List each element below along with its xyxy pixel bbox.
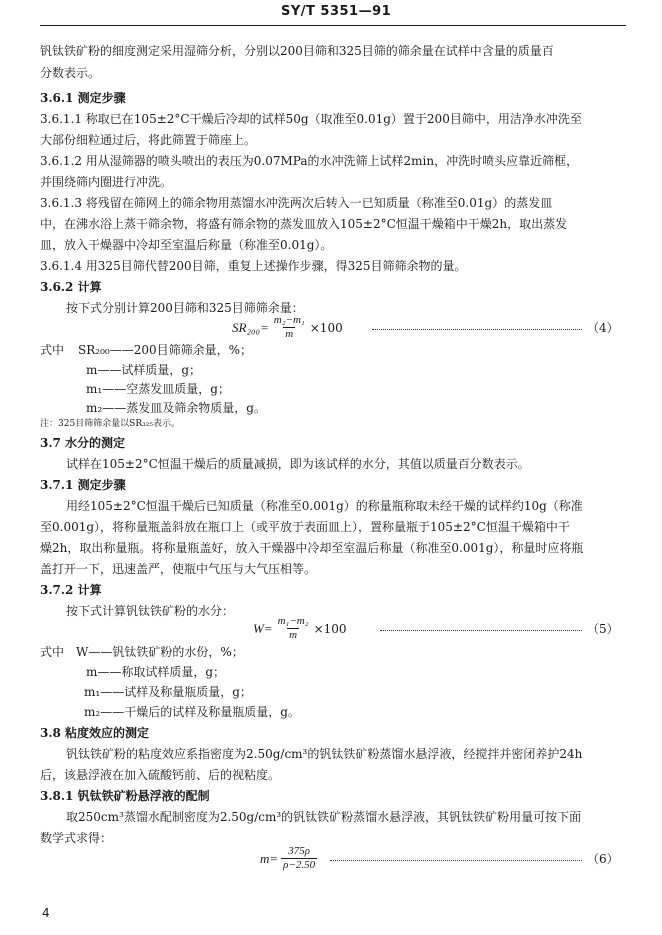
where4-item-3: m₁——空蒸发皿质量，g； [86,382,230,396]
equation-5 [253,615,347,642]
para-3-8-line-1: 钒钛铁矿粉的粘度效应系指密度为2.50g/cm³的钒钛铁矿粉蒸馏水悬浮液，经搅拌并密闭养护24h [66,747,583,761]
para-3-7-1-line-2: 至0.001g），将称量瓶盖斜放在瓶口上（或平放于表面皿上），置称量瓶于105±2°C恒温干燥箱中干 [40,520,570,534]
eq6-denominator: ρ−2.50 [283,859,316,871]
heading-3-7: 3.7 水分的测定 [40,436,126,450]
eq4-leader [372,329,582,330]
eq6-numerator: 375ρ [288,845,311,857]
eq4-fraction [272,314,307,341]
para-3-8-1-line-2: 数学式求得： [40,831,113,845]
para-3-6-1-2-line-1: 3.6.1.2 用从湿筛器的喷头喷出的表压为0.07MPa的水冲洗筛上试样2min，冲洗时喷头应靠近筛框， [40,154,579,168]
eq6-lhs: m= [260,850,279,866]
heading-3-8: 3.8 粘度效应的测定 [40,726,150,740]
para-3-6-1-3-line-1: 3.6.1.3 将残留在筛网上的筛余物用蒸馏水冲洗两次后转入一已知质量（称准至0.01g）的蒸发皿 [40,196,553,210]
eq4-tail: ×100 [309,320,343,335]
heading-3-6-2: 3.6.2 计算 [40,280,102,294]
intro-line-1: 钒钛铁矿粉的细度测定采用湿筛分析，分别以200目筛和325目筛的筛余量在试样中含量的质量百 [40,44,554,58]
equation-6 [260,845,320,872]
where5-label: 式中 [40,645,65,659]
eq5-lhs: W= [253,620,273,636]
where4-item-1: SR₂₀₀——200目筛筛余量，%； [78,343,252,357]
where4-note: 注：325目筛筛余量以SR₃₂₅表示。 [40,419,180,429]
para-3-6-1-3-line-2: 中，在沸水浴上蒸干筛余物，将盛有筛余物的蒸发皿放入105±2°C恒温干燥箱中干燥2h，取出蒸发 [40,217,568,231]
heading-3-6-1: 3.6.1 测定步骤 [40,91,126,105]
equation-4 [232,314,343,341]
eq4-number: （4） [587,321,619,335]
para-3-6-1-2-line-2: 并围绕筛内圈进行冲洗。 [40,175,173,189]
eq5-tail: ×100 [313,621,347,636]
para-3-7-1-line-3: 燥2h，取出称量瓶。将称量瓶盖好，放入干燥器中冷却至室温后称量（称准至0.001g），称量时应将瓶 [40,541,584,555]
eq5-fraction [276,615,311,642]
para-3-6-1-4: 3.6.1.4 用325目筛代替200目筛，重复上述操作步骤，得325目筛筛余物的量。 [40,259,467,273]
eq6-leader [330,860,582,861]
eq6-number: （6） [587,852,619,866]
para-3-7-2: 按下式计算钒钛铁矿粉的水分： [66,604,235,618]
page-number: 4 [42,906,50,920]
where4-item-4: m₂——蒸发皿及筛余物质量，g。 [86,401,266,415]
eq6-fraction [281,845,317,872]
eq5-number: （5） [587,622,619,636]
eq5-denominator: m [289,629,298,641]
where4-item-2: m——试样质量，g； [86,363,202,377]
where5-item-1: W——钒钛铁矿粉的水份，%； [76,645,244,659]
header-rule [40,25,626,26]
heading-3-7-2: 3.7.2 计算 [40,583,102,597]
where5-item-3: m₁——试样及称量瓶质量，g； [84,685,252,699]
standard-code: SY/T 5351—91 [281,4,392,19]
para-3-8-1-line-1: 取250cm³蒸馏水配制密度为2.50g/cm³的钒钛铁矿粉蒸馏水悬浮液，其钒钛铁矿粉用量可按下面 [66,810,582,824]
intro-line-2: 分数表示。 [40,66,101,80]
eq4-denominator: m [285,328,294,340]
para-3-7-1-line-1: 用经105±2°C恒温干燥后已知质量（称准至0.001g）的称量瓶称取未经干燥的试样约10g（称准 [66,499,583,513]
eq5-leader [380,630,582,631]
where5-item-2: m——称取试样质量，g； [86,665,226,679]
eq4-numerator: m₂−m₁ [273,314,305,326]
para-3-6-1-3-line-3: 皿，放入干燥器中冷却至室温后称量（称准至0.01g）。 [40,238,333,252]
eq5-numerator: m₁−m₂ [277,615,309,627]
para-3-8-line-2: 后，该悬浮液在加入硫酸钙前、后的视粘度。 [40,768,281,782]
heading-3-7-1: 3.7.1 测定步骤 [40,478,126,492]
heading-3-8-1: 3.8.1 钒钛铁矿粉悬浮液的配制 [40,789,210,803]
where5-item-4: m₂——干燥后的试样及称量瓶质量，g。 [84,705,300,719]
para-3-6-2: 按下式分别计算200目筛和325目筛筛余量： [66,301,304,315]
where4-label: 式中 [40,343,65,357]
para-3-7-1-line-4: 盖打开一下，迅速盖严，使瓶中气压与大气压相等。 [40,562,317,576]
para-3-6-1-1-line-1: 3.6.1.1 称取已在105±2°C干燥后冷却的试样50g（取准至0.01g）置于200目筛中，用洁净水冲洗至 [40,112,582,126]
eq4-lhs: SR₂₀₀= [232,319,269,335]
para-3-6-1-1-line-2: 大部份细粒通过后，将此筛置于筛座上。 [40,133,257,147]
para-3-7: 试样在105±2°C恒温干燥后的质量减损，即为该试样的水分，其值以质量百分数表示。 [66,457,530,471]
